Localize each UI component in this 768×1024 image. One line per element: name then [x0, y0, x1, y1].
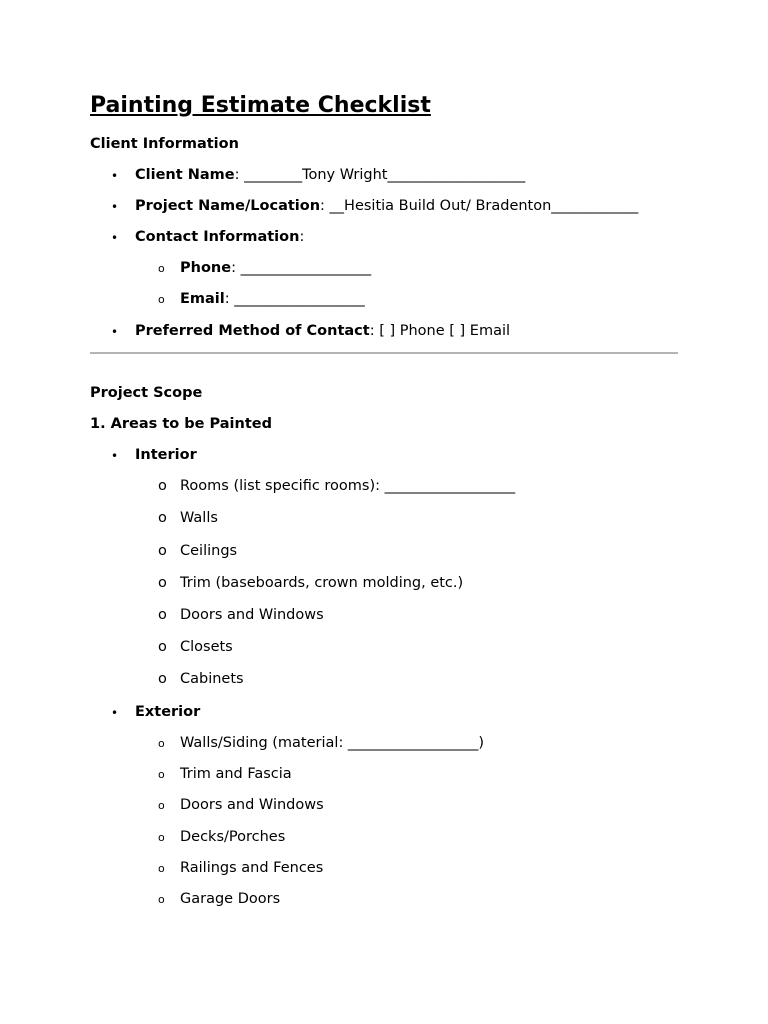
interior-item: Closets: [180, 639, 233, 655]
client-name-value: : ________Tony Wright___________________: [234, 167, 526, 183]
horizontal-divider: [90, 352, 678, 354]
page-title: Painting Estimate Checklist: [90, 93, 431, 118]
project-scope-heading: Project Scope: [90, 385, 203, 401]
exterior-item: Doors and Windows: [180, 797, 324, 813]
bullet-circle: o: [158, 737, 165, 750]
phone-line: [180, 258, 371, 278]
interior-label: Interior: [135, 447, 197, 463]
project-line: [135, 196, 638, 216]
client-name-label: Client Name: [135, 167, 235, 183]
interior-item: Cabinets: [180, 671, 244, 687]
bullet-disc: •: [111, 325, 119, 339]
email-line: [180, 289, 365, 309]
phone-value: : __________________: [231, 260, 372, 276]
contact-label: Contact Information: [135, 229, 300, 245]
project-label: Project Name/Location: [135, 198, 321, 214]
interior-item: Walls: [180, 510, 218, 526]
contact-colon: :: [299, 229, 305, 245]
bullet-disc: •: [111, 449, 119, 463]
exterior-item: Walls/Siding (material: __________________): [180, 735, 485, 751]
client-info-heading: Client Information: [90, 136, 239, 152]
bullet-circle: o: [158, 831, 165, 844]
exterior-label: Exterior: [135, 704, 201, 720]
areas-heading: 1. Areas to be Painted: [90, 416, 272, 432]
bullet-disc: •: [111, 706, 119, 720]
bullet-circle: o: [158, 671, 167, 687]
exterior-item: Railings and Fences: [180, 860, 324, 876]
bullet-circle: o: [158, 607, 167, 623]
exterior-item: Garage Doors: [180, 891, 281, 907]
bullet-disc: •: [111, 169, 119, 183]
project-value: : __Hesitia Build Out/ Bradenton____________: [320, 198, 639, 214]
bullet-circle: o: [158, 543, 167, 559]
interior-item: Trim (baseboards, crown molding, etc.): [180, 575, 464, 591]
interior-item: Doors and Windows: [180, 607, 324, 623]
bullet-circle: o: [158, 862, 165, 875]
preferred-contact-line: [135, 321, 510, 341]
bullet-disc: •: [111, 231, 119, 245]
preferred-contact-value: : [ ] Phone [ ] Email: [369, 323, 511, 339]
bullet-circle: o: [158, 262, 165, 275]
email-value: : __________________: [224, 291, 365, 307]
exterior-item: Trim and Fascia: [180, 766, 292, 782]
phone-label: Phone: [180, 260, 232, 276]
preferred-contact-label: Preferred Method of Contact: [135, 323, 370, 339]
email-label: Email: [180, 291, 225, 307]
exterior-item: Decks/Porches: [180, 829, 286, 845]
bullet-disc: •: [111, 200, 119, 214]
bullet-circle: o: [158, 510, 167, 526]
bullet-circle: o: [158, 293, 165, 306]
bullet-circle: o: [158, 639, 167, 655]
client-name-line: [135, 165, 525, 185]
bullet-circle: o: [158, 799, 165, 812]
interior-item: Ceilings: [180, 543, 238, 559]
bullet-circle: o: [158, 768, 165, 781]
interior-item: Rooms (list specific rooms): __________________: [180, 478, 516, 494]
contact-line: [135, 227, 304, 247]
bullet-circle: o: [158, 575, 167, 591]
bullet-circle: o: [158, 478, 167, 494]
bullet-circle: o: [158, 893, 165, 906]
